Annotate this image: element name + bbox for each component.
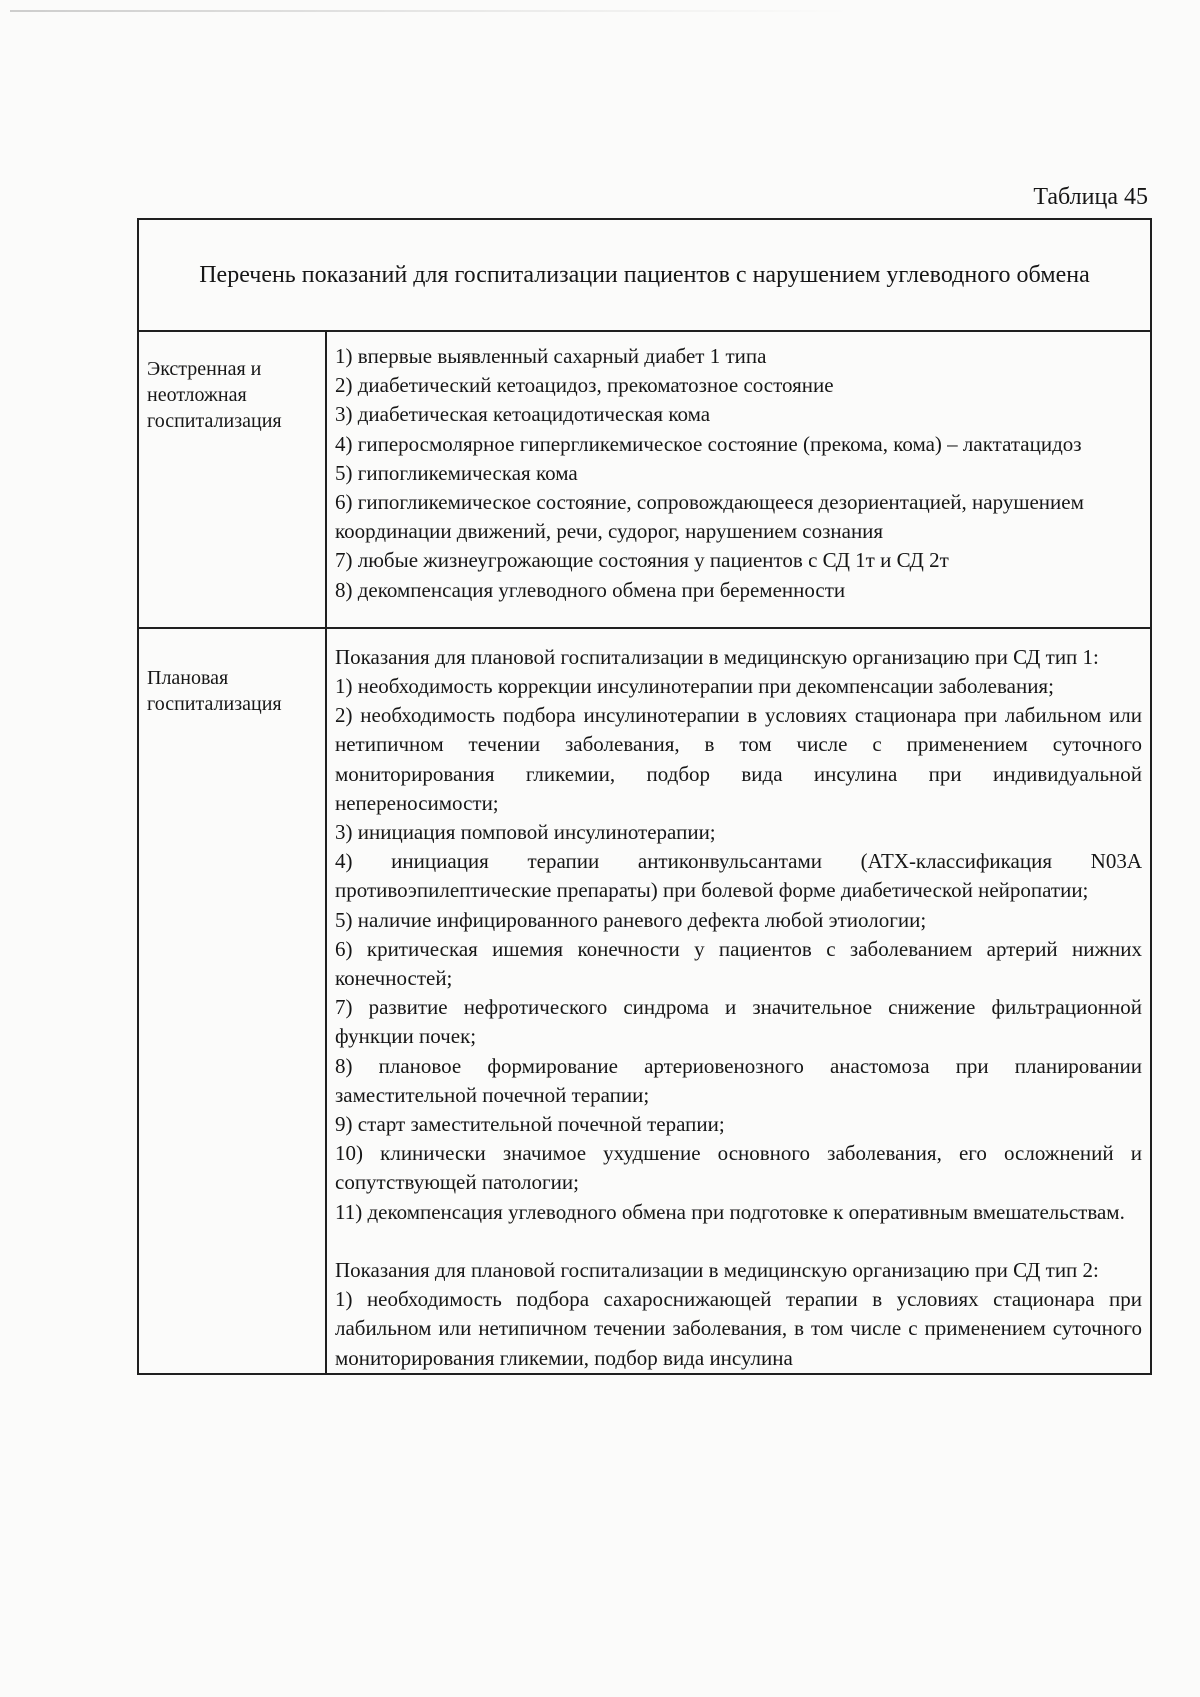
list-item: 2) необходимость подбора инсулинотерапии в условиях стационара при лабильном или нетипичном течении заболевания, в том числе с применением суточного мониторирования гликемии, подбор вида инсулина при индивидуальной непереносимости; (335, 703, 1142, 815)
list-item: 7) любые жизнеугрожающие состояния у пациентов с СД 1т и СД 2т (335, 548, 949, 573)
list-item: 1) необходимость коррекции инсулинотерапии при декомпенсации заболевания; (335, 674, 1054, 699)
list-item: 8) плановое формирование артериовенозного анастомоза при планировании заместительной почечной терапии; (335, 1053, 1142, 1107)
table-caption: Таблица 45 (1033, 184, 1148, 210)
section-gap (335, 1227, 1142, 1256)
list-item: 5) наличие инфицированного раневого дефекта любой этиологии; (335, 907, 927, 932)
list-item: 9) старт заместительной почечной терапии; (335, 1112, 725, 1137)
list-item: 8) декомпенсация углеводного обмена при беременности (335, 577, 846, 602)
emergency-list (327, 332, 1150, 627)
table-title: Перечень показаний для госпитализации пациентов с нарушением углеводного обмена (139, 220, 1150, 332)
scan-artifact (10, 10, 850, 12)
type2-intro: Показания для плановой госпитализации в медицинскую организацию при СД тип 2: (335, 1257, 1099, 1282)
list-item: 5) гипогликемическая кома (335, 460, 578, 485)
list-item: 11) декомпенсация углеводного обмена при подготовке к оперативным вмешательствам. (335, 1199, 1125, 1224)
hospitalization-table (137, 218, 1152, 1375)
list-item: 2) диабетический кетоацидоз, прекоматозное состояние (335, 373, 834, 398)
planned-list (327, 629, 1150, 1373)
list-item: 3) инициация помповой инсулинотерапии; (335, 820, 716, 845)
list-item: 7) развитие нефротического синдрома и значительное снижение фильтрационной функции почек; (335, 995, 1142, 1049)
emergency-row (139, 332, 1150, 627)
emergency-label: Экстренная и неотложная госпитализация (139, 332, 327, 627)
list-item: 3) диабетическая кетоацидотическая кома (335, 402, 711, 427)
list-item: 6) критическая ишемия конечности у пациентов с заболеванием артерий нижних конечностей; (335, 936, 1142, 991)
list-item: 1) впервые выявленный сахарный диабет 1 типа (335, 344, 767, 368)
list-item: 4) гиперосмолярное гипергликемическое состояние (прекома, кома) – лактатацидоз (335, 431, 1082, 456)
planned-label: Плановая госпитализация (139, 629, 327, 1373)
list-item: 4) инициация терапии антиконвульсантами (АТХ-классификация N03A противоэпилептические препараты) при болевой форме диабетической нейропатии; (335, 849, 1142, 903)
planned-row (139, 627, 1150, 1373)
list-item: 1) необходимость подбора сахароснижающей терапии в условиях стационара при лабильном или нетипичном течении заболевания, в том числе с применением суточного мониторирования гликемии, подбор вида инсулина (335, 1287, 1142, 1370)
type1-intro: Показания для плановой госпитализации в медицинскую организацию при СД тип 1: (335, 644, 1099, 669)
list-item: 10) клинически значимое ухудшение основного заболевания, его осложнений и сопутствующей патологии; (335, 1141, 1142, 1195)
list-item: 6) гипогликемическое состояние, сопровождающееся дезориентацией, нарушением координации движений, речи, судорог, нарушением сознания (335, 490, 1084, 544)
